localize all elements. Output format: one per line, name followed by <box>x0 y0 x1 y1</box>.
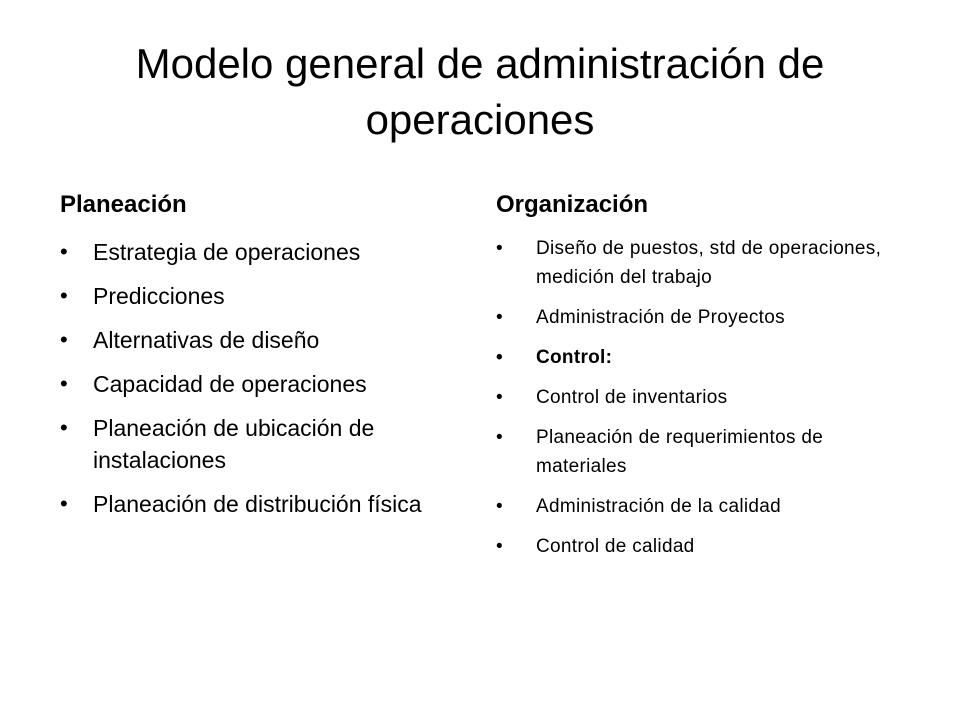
bullet-icon: • <box>60 327 68 352</box>
bullet-icon: • <box>60 371 68 396</box>
list-item-text: Predicciones <box>93 283 225 309</box>
slide-title: Modelo general de administración de operaciones <box>135 40 825 143</box>
list-item <box>60 488 460 520</box>
list-item <box>60 368 460 400</box>
list-item-text: Administración de Proyectos <box>536 307 785 328</box>
list-item <box>60 236 460 268</box>
bullet-icon: • <box>496 536 503 557</box>
bullet-icon: • <box>60 415 68 440</box>
list-item-text: Alternativas de diseño <box>93 327 320 353</box>
list-item-text: Control de inventarios <box>536 387 728 408</box>
list-item <box>496 423 908 481</box>
organizacion-header: Organización <box>496 191 649 218</box>
bullet-icon: • <box>60 239 68 264</box>
bullet-icon: • <box>60 283 68 308</box>
list-item-text: Capacidad de operaciones <box>93 371 367 397</box>
list-item-text: Planeación de requerimientos de materiales <box>536 427 824 477</box>
list-item-control-heading <box>496 343 908 372</box>
list-item <box>60 412 460 476</box>
bullet-icon: • <box>496 387 503 408</box>
list-item <box>496 234 908 292</box>
list-item-text: Diseño de puestos, std de operaciones, medición del trabajo <box>536 238 882 288</box>
organizacion-list <box>496 234 908 572</box>
planeacion-header: Planeación <box>60 191 187 218</box>
list-item <box>496 492 908 521</box>
list-item <box>60 324 460 356</box>
list-item <box>496 303 908 332</box>
list-item <box>60 280 460 312</box>
list-item-text: Administración de la calidad <box>536 496 781 517</box>
bullet-icon: • <box>60 491 68 516</box>
list-item-text: Planeación de ubicación de instalaciones <box>93 415 375 473</box>
bullet-icon: • <box>496 496 503 517</box>
list-item-text: Control: <box>536 347 613 368</box>
list-item <box>496 383 908 412</box>
bullet-icon: • <box>496 347 503 368</box>
planeacion-list <box>60 236 460 532</box>
list-item-text: Control de calidad <box>536 536 695 557</box>
list-item-text: Planeación de distribución física <box>93 491 422 517</box>
list-item-text: Estrategia de operaciones <box>93 239 361 265</box>
bullet-icon: • <box>496 238 503 259</box>
list-item <box>496 532 908 561</box>
bullet-icon: • <box>496 427 503 448</box>
bullet-icon: • <box>496 307 503 328</box>
